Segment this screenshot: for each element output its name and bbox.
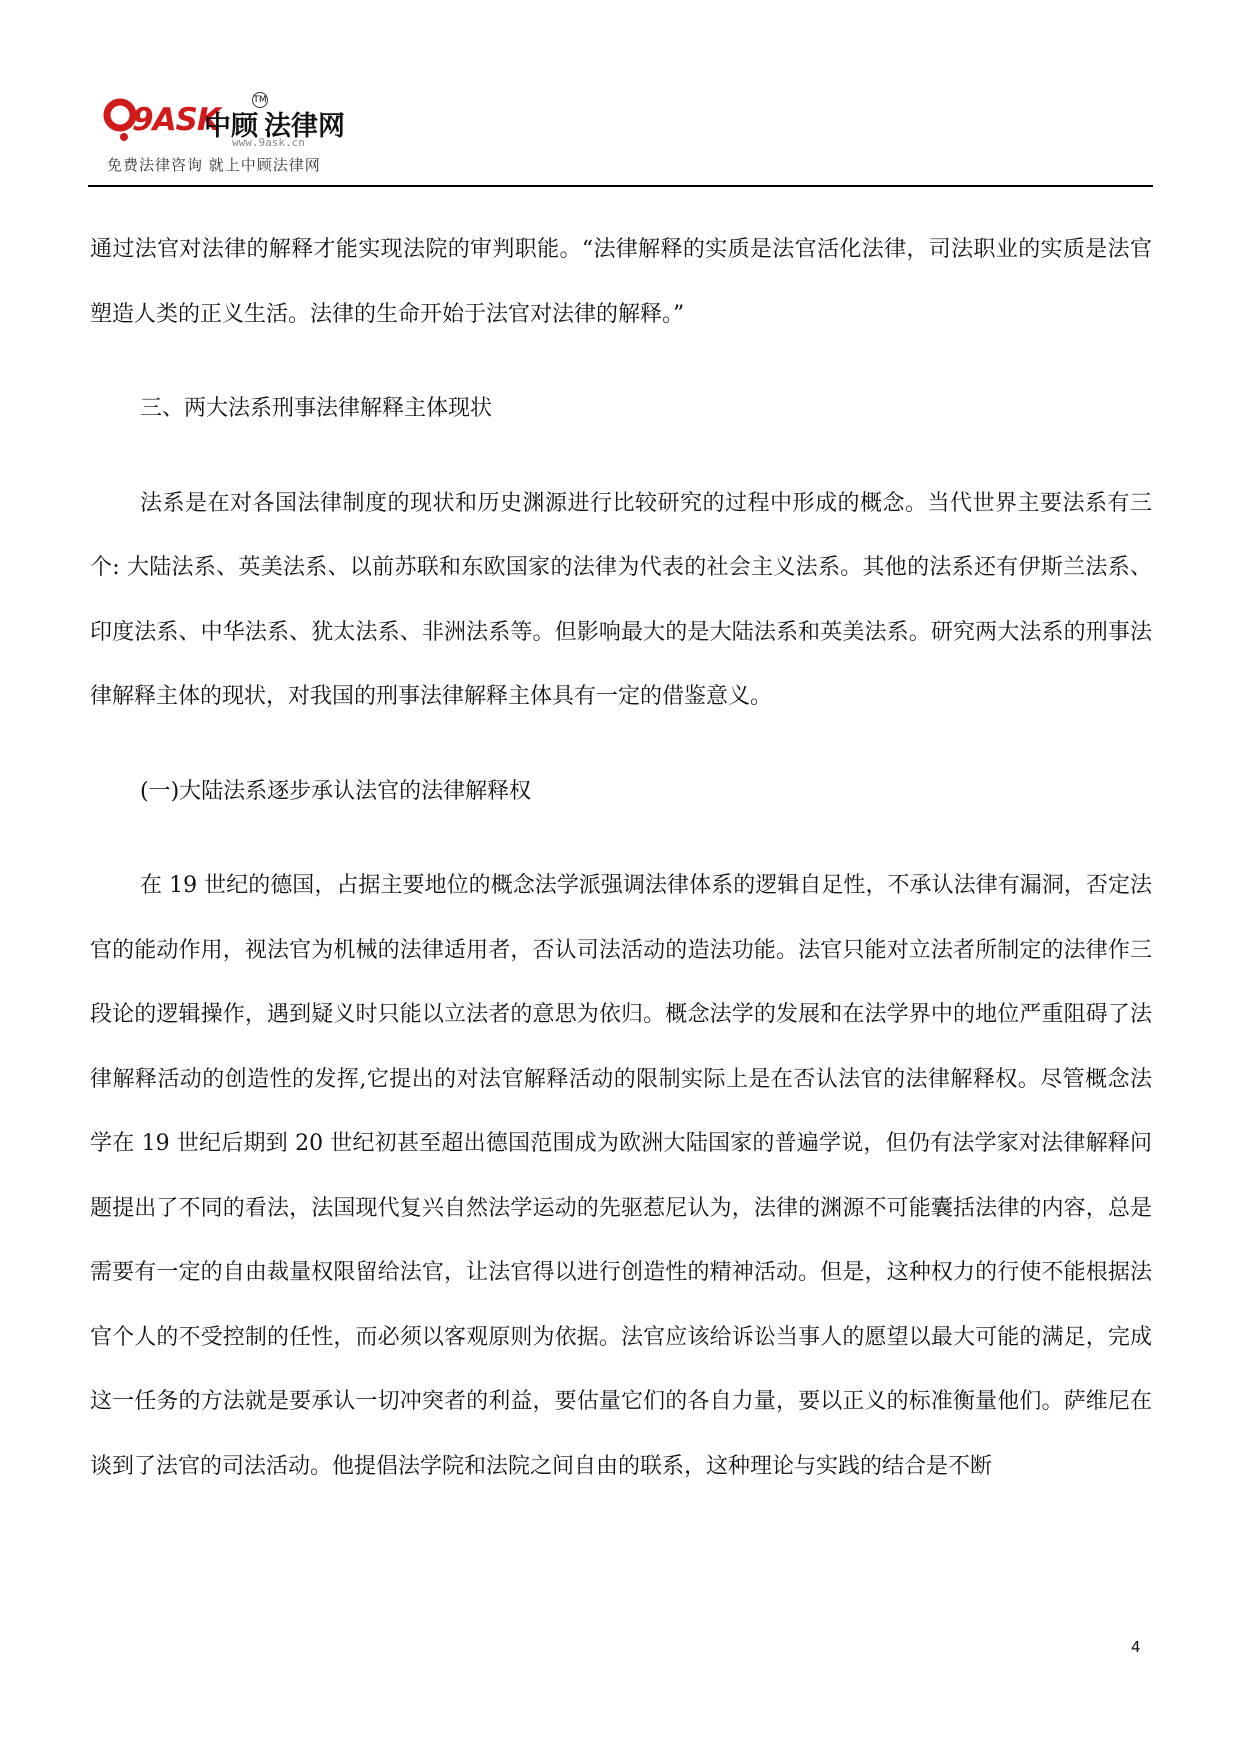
- paragraph-3: 在 19 世纪的德国，占据主要地位的概念法学派强调法律体系的逻辑自足性，不承认法律有漏洞，否定法官的能动作用，视法官为机械的法律适用者，否认司法活动的造法功能。法官只能对立法者所制定的法律作三段论的逻辑操作，遇到疑义时只能以立法者的意思为依归。概念法学的发展和在法学界中的地位严重阻碍了法律解释活动的创造性的发挥,它提出的对法官解释活动的限制实际上是在否认法官的法律解释权。尽管概念法学在 19 世纪后期到 20 世纪初甚至超出德国范围成为欧洲大陆国家的普遍学说，但仍有法学家对法律解释问题提出了不同的看法，法国现代复兴自然法学运动的先驱惹尼认为，法律的渊源不可能囊括法律的内容，总是需要有一定的自由裁量权限留给法官，让法官得以进行创造性的精神活动。但是，这种权力的行使不能根据法官个人的不受控制的任性，而必须以客观原则为依据。法官应该给诉讼当事人的愿望以最大可能的满足，完成这一任务的方法就是要承认一切冲突者的利益，要估量它们的各自力量，要以正义的标准衡量他们。萨维尼在谈到了法官的司法活动。他提倡法学院和法院之间自由的联系，这种理论与实践的结合是不断: [90, 873, 1152, 1479]
- header-divider: [88, 185, 1153, 187]
- trademark-badge: TM: [252, 92, 268, 108]
- logo-ask-text: 9ASK: [132, 102, 220, 138]
- paragraph-2: 法系是在对各国法律制度的现状和历史渊源进行比较研究的过程中形成的概念。当代世界主要法系有三个: 大陆法系、英美法系、以前苏联和东欧国家的法律为代表的社会主义法系。其他的法系还有伊斯兰法系、印度法系、中华法系、犹太法系、非洲法系等。但影响最大的是大陆法系和英美法系。研究两大法系的刑事法律解释主体的现状，对我国的刑事法律解释主体具有一定的借鉴意义。: [90, 490, 1152, 709]
- subsection-heading-1: (一)大陆法系逐步承认法官的法律解释权: [140, 778, 532, 804]
- page-number: 4: [1131, 1638, 1141, 1656]
- logo-law-net-text: 法律网: [264, 111, 345, 142]
- logo-url: www.9ask.cn: [232, 136, 305, 149]
- section-heading-3: 三、两大法系刑事法律解释主体现状: [140, 396, 493, 421]
- document-body: [90, 218, 1152, 1499]
- site-header: [92, 88, 492, 178]
- logo-zhonggu-text: 中顾: [204, 111, 258, 142]
- header-slogan: 免费法律咨询 就上中顾法律网: [107, 156, 321, 174]
- paragraph-1: 通过法官对法律的解释才能实现法院的审判职能。“法律解释的实质是法官活化法律，司法职业的实质是法官塑造人类的正义生活。法律的生命开始于法官对法律的解释。”: [90, 237, 1152, 327]
